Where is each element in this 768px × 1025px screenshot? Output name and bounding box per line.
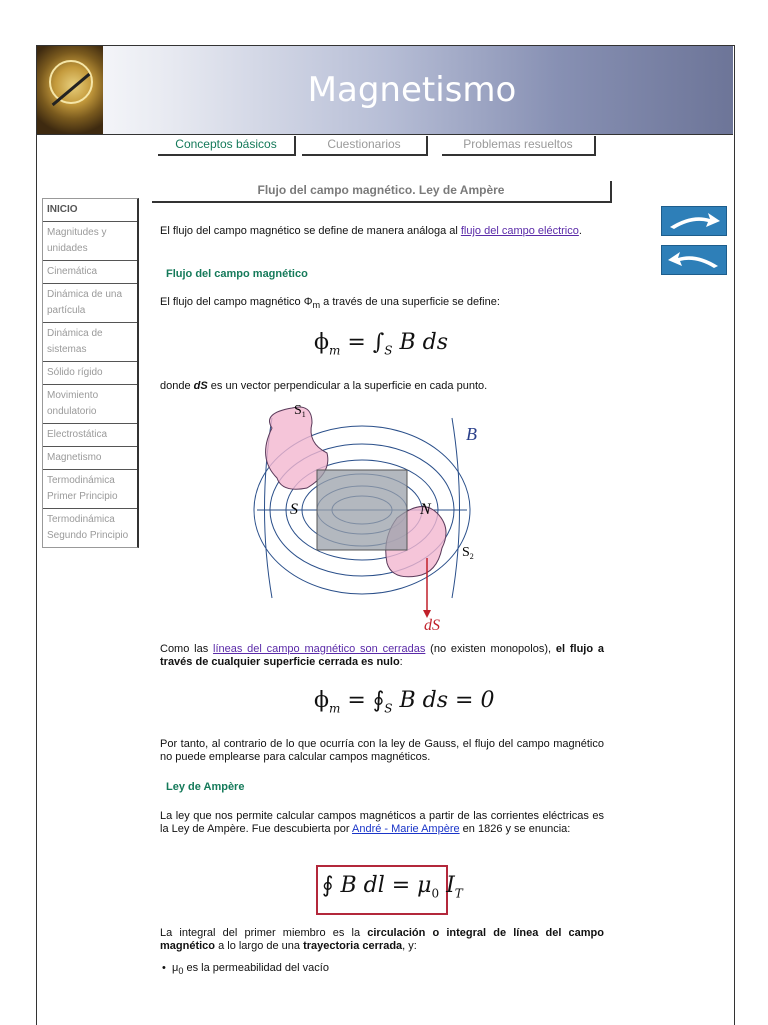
tab-problemas-resueltos[interactable]: Problemas resueltos xyxy=(442,136,596,156)
f2-int-sub: S xyxy=(384,701,393,716)
tab-conceptos-basicos[interactable]: Conceptos básicos xyxy=(158,136,296,156)
heading-flujo: Flujo del campo magnético xyxy=(166,268,308,280)
sidebar-item-solido-rigido[interactable]: Sólido rígido xyxy=(43,362,137,385)
f1-int-sub: S xyxy=(384,343,393,358)
ds-pre: donde xyxy=(160,380,194,392)
ds-post: es un vector perpendicular a la superficie en cada punto. xyxy=(207,380,488,392)
sidebar-item-termo-primer[interactable]: Termodinámica Primer Principio xyxy=(43,470,137,509)
ampere-paragraph xyxy=(160,810,604,836)
banner-title: Magnetismo xyxy=(307,70,517,110)
flux-def-pre: El flujo del campo magnético Φ xyxy=(160,296,313,308)
sidebar-item-inicio[interactable]: INICIO xyxy=(43,199,137,222)
circ-bold-2: trayectoria cerrada xyxy=(303,940,403,952)
f2-integrand: B ds = 0 xyxy=(399,688,495,713)
ampere-pre: La ley que nos permite calcular campos magnéticos a partir de las corrientes eléctricas es la Ley de Ampère. Fue descubierta por xyxy=(160,810,604,835)
circulation-paragraph xyxy=(160,927,604,953)
label-ds: dS xyxy=(424,617,440,634)
label-south-pole: S xyxy=(290,501,298,518)
label-s1: $S_1$ xyxy=(294,403,306,419)
bullet-icon: • xyxy=(162,962,166,974)
previous-page-button[interactable] xyxy=(661,245,727,275)
link-ampere[interactable]: André - Marie Ampère xyxy=(352,823,460,835)
intro-end: . xyxy=(578,225,582,237)
formula-ampere xyxy=(322,873,463,900)
magnetic-field-diagram xyxy=(252,398,500,638)
arrow-right-icon xyxy=(662,207,726,235)
closed-end: : xyxy=(399,656,403,668)
flux-def-sub: m xyxy=(312,300,321,311)
sidebar-item-electrostatica[interactable]: Electrostática xyxy=(43,424,137,447)
f3-current-sub: T xyxy=(454,886,463,901)
compass-logo xyxy=(37,46,103,134)
tab-cuestionarios[interactable]: Cuestionarios xyxy=(302,136,428,156)
ampere-post: en 1826 y se enuncia: xyxy=(459,823,571,835)
circ-bold-1: circulación o integral de línea del campo magnético xyxy=(160,927,604,952)
circ-end: , y: xyxy=(402,940,417,952)
mu-symbol: μ xyxy=(171,962,179,974)
gauss-paragraph: Por tanto, al contrario de lo que ocurría con la ley de Gauss, el flujo del campo magnético no puede emplearse para calcular campos magnéticos. xyxy=(160,738,604,763)
label-b-field: B xyxy=(466,424,477,444)
f1-integrand: B ds xyxy=(399,330,449,355)
circ-pre: La integral del primer miembro es la xyxy=(160,927,368,939)
sidebar-item-cinematica[interactable]: Cinemática xyxy=(43,261,137,284)
label-north-pole: N xyxy=(420,501,431,518)
formula-closed-flux xyxy=(314,688,494,715)
f2-sub: m xyxy=(329,701,341,716)
f3-integrand: B dl = μ xyxy=(340,873,432,898)
next-page-button[interactable] xyxy=(661,206,727,236)
closed-bold: el flujo a través de cualquier superficie cerrada es nulo xyxy=(160,643,604,668)
closed-pre: Como las xyxy=(160,643,214,655)
f1-sub: m xyxy=(329,343,341,358)
f1-integral: = ∫ xyxy=(347,330,385,355)
f3-mu-sub: 0 xyxy=(431,886,440,901)
ds-description xyxy=(160,380,604,393)
arrow-left-icon xyxy=(662,246,726,274)
f3-circ: ∮ xyxy=(322,873,334,898)
closed-lines-paragraph xyxy=(160,643,604,669)
banner xyxy=(37,46,733,135)
f3-current: I xyxy=(439,873,455,898)
sidebar-item-movimiento-ondulatorio[interactable]: Movimiento ondulatorio xyxy=(43,385,137,424)
ds-symbol: dS xyxy=(193,380,208,392)
sidebar-item-magnitudes[interactable]: Magnitudes y unidades xyxy=(43,222,137,261)
flux-definition-text xyxy=(160,296,604,312)
circ-mid: a lo largo de una xyxy=(215,940,304,952)
heading-ampere: Ley de Ampère xyxy=(166,781,245,793)
label-s2: $S_2$ xyxy=(462,545,474,561)
mu-sub: 0 xyxy=(178,966,184,977)
sidebar xyxy=(42,198,139,548)
link-flujo-campo-electrico[interactable]: flujo del campo eléctrico xyxy=(460,225,579,237)
intro-paragraph xyxy=(160,225,604,238)
sidebar-item-termo-segundo[interactable]: Termodinámica Segundo Principio xyxy=(47,514,129,541)
section-title: Flujo del campo magnético. Ley de Ampère xyxy=(152,181,612,203)
sidebar-item-magnetismo[interactable]: Magnetismo xyxy=(43,447,137,470)
permeability-text: es la permeabilidad del vacío xyxy=(183,962,329,974)
f1-phi: ϕ xyxy=(314,330,329,355)
list-item xyxy=(162,962,606,978)
intro-text: El flujo del campo magnético se define de manera análoga al xyxy=(160,225,461,237)
sidebar-item-dinamica-sistemas[interactable]: Dinámica de sistemas xyxy=(43,323,137,362)
formula-flux xyxy=(314,330,448,357)
f2-integral: = ∮ xyxy=(347,688,385,713)
flux-def-post: a través de una superficie se define: xyxy=(320,296,500,308)
link-lineas-campo[interactable]: líneas del campo magnético son cerradas xyxy=(213,643,426,655)
sidebar-item-dinamica-particula[interactable]: Dinámica de una partícula xyxy=(43,284,137,323)
closed-mid: (no existen monopolos), xyxy=(425,643,556,655)
f2-phi: ϕ xyxy=(314,688,329,713)
